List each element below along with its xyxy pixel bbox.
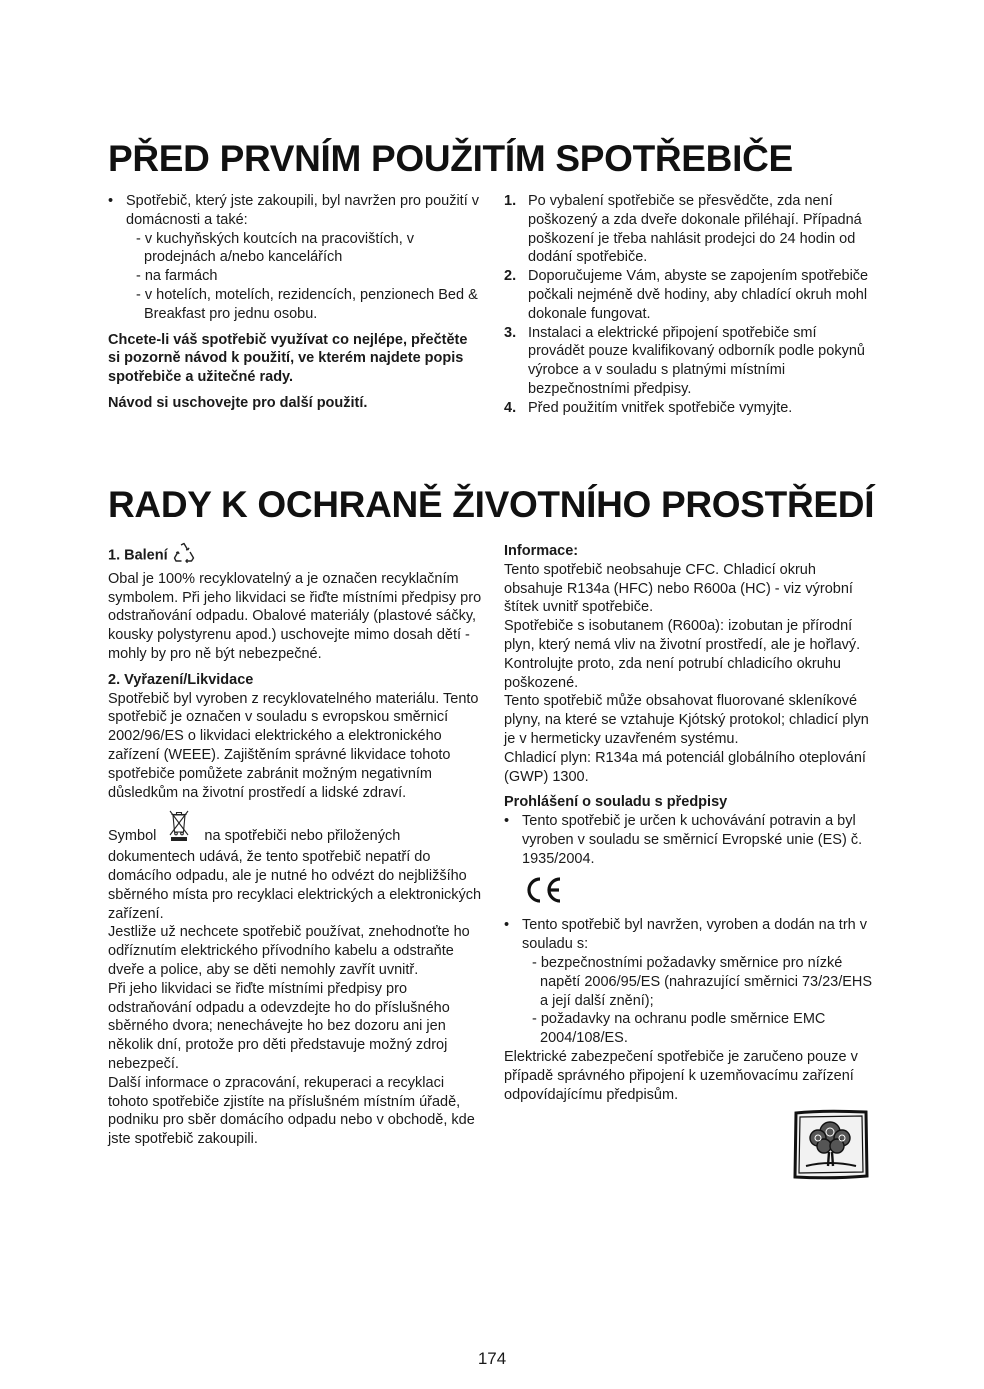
compliance-bullet xyxy=(504,916,876,1048)
environment-left-column xyxy=(108,542,483,1149)
numbered-item xyxy=(504,399,874,418)
info-paragraph: Další informace o zpracování, rekuperaci a recyklaci tohoto spotřebiče zjistíte na příslušném místním úřadě, podniku pro sběr domácího odpadu nebo v obchodě, kde jste spotřebič zakoupili. xyxy=(108,1074,475,1148)
compliance-bullet-text: Tento spotřebič byl navržen, vyroben a dodán na trh v souladu s: xyxy=(522,917,867,953)
safety-text: Elektrické zabezpečení spotřebiče je zaručeno pouze v případě správného připojení k uzemňovacímu zařízení odpovídajícímu předpisům. xyxy=(504,1048,858,1103)
numbered-item xyxy=(504,192,874,267)
environment-right-column xyxy=(504,542,876,1104)
read-manual-note: Chcete-li váš spotřebič využívat co nejlépe, přečtěte si pozorně návod k použití, ve kterém najdete popis spotřebiče a užitečné rady. xyxy=(108,331,468,386)
usage-bullet-text: Spotřebič, který jste zakoupili, byl navržen pro použití v domácnosti a také: xyxy=(126,193,479,228)
info-text: Tento spotřebič může obsahovat fluorované skleníkové plyny, na které se vztahuje Kjótský protokol; chladicí plyn je v hermeticky uzavřeném systému. xyxy=(504,693,869,747)
usage-sub-item: - v kuchyňských koutcích na pracovištích, v prodejnách a/nebo kancelářích xyxy=(136,230,415,266)
item-number: 4. xyxy=(504,399,517,416)
symbol-word: Symbol xyxy=(108,828,157,845)
cut-cable-paragraph: Jestliže už nechcete spotřebič používat, znehodnoťte ho odříznutím elektrického přívodního kabelu a odstraňte dveře a police, aby se děti nemohly zavřít uvnitř. xyxy=(108,924,470,978)
page-number: 174 xyxy=(477,1349,507,1368)
info-text: Tento spotřebič neobsahuje CFC. Chladicí okruh obsahuje R134a (HFC) nebo R600a (HC) - viz výrobní štítek uvnitř spotřebiče. xyxy=(504,561,853,616)
symbol-line xyxy=(108,808,483,848)
crossed-bin-icon xyxy=(168,808,190,848)
numbered-item xyxy=(504,324,874,399)
symbol-text: na spotřebiči nebo přiložených xyxy=(204,828,401,845)
item-text: Doporučujeme Vám, abyste se zapojením spotřebiče počkali nejméně dvě hodiny, aby chladící okruh mohl dokonale fungovat. xyxy=(528,268,869,322)
section-title-environment: RADY K OCHRANĚ ŽIVOTNÍHO PROSTŘEDÍ xyxy=(108,484,875,525)
usage-sub-item: - v hotelích, motelích, rezidencích, penzionech Bed & Breakfast pro jednu osobu. xyxy=(136,286,478,322)
before-use-left-column xyxy=(108,192,483,413)
usage-bullet xyxy=(108,192,483,324)
packaging-heading-line xyxy=(108,542,483,570)
section-title-before-first-use: PŘED PRVNÍM POUŽITÍM SPOTŘEBIČE xyxy=(108,138,793,179)
packaging-heading: 1. Balení xyxy=(108,547,168,564)
before-use-right-column xyxy=(504,192,874,418)
compliance-bullet-text: Tento spotřebič je určen k uchovávání potravin a byl vyroben v souladu se směrnicí Evropské unie (ES) č. 1935/2004. xyxy=(522,813,863,867)
item-number: 3. xyxy=(504,324,517,341)
recycle-icon xyxy=(172,542,196,570)
item-number: 1. xyxy=(504,193,517,209)
disposal-heading: 2. Vyřazení/Likvidace xyxy=(108,671,254,688)
keep-manual-note: Návod si uschovejte pro další použití. xyxy=(108,394,368,411)
usage-sub-item: - na farmách xyxy=(136,268,218,285)
symbol-text-continued: dokumentech udává, že tento spotřebič nepatří do domácího odpadu, ale je nutné ho odvézt do nejbližšího sběrného místa pro recyklaci elektrických a elektronických zařízení. xyxy=(108,849,482,922)
tree-eco-icon xyxy=(792,1108,870,1185)
bullet-dot: • xyxy=(504,917,510,934)
compliance-sub-item: - bezpečnostními požadavky směrnice pro nízké napětí 2006/95/ES (nahrazující směrnici 73/23/EHS a její další znění); xyxy=(532,954,873,1009)
info-text: Chladicí plyn: R134a má potenciál globálního oteplování (GWP) 1300. xyxy=(504,749,866,785)
item-number: 2. xyxy=(504,268,517,285)
compliance-heading: Prohlášení o souladu s předpisy xyxy=(504,794,728,811)
compliance-bullet xyxy=(504,812,876,868)
bullet-dot: • xyxy=(504,813,510,830)
dispose-paragraph: Při jeho likvidaci se řiďte místními předpisy pro odstraňování odpadu a odevzdejte ho do příslušného sběrného dvora; nenechávejte ho bez dozoru ani jen několik dní, protože pro děti představuje možný zdroj nebezpečí. xyxy=(108,980,450,1072)
item-text: Před použitím vnitřek spotřebiče vymyjte. xyxy=(528,399,793,416)
numbered-item xyxy=(504,267,874,323)
bullet-dot: • xyxy=(108,193,114,209)
item-text: Po vybalení spotřebiče se přesvědčte, zda není poškozený a zda dveře dokonale přiléhají. Případná poškození je třeba nahlásit prodejci do 24 hodin od dodání spotřebiče. xyxy=(528,193,862,266)
ce-mark-icon xyxy=(522,875,876,911)
compliance-sub-item: - požadavky na ochranu podle směrnice EMC 2004/108/ES. xyxy=(532,1011,826,1047)
disposal-text: Spotřebič byl vyroben z recyklovatelného materiálu. Tento spotřebič je označen v souladu s evropskou směrnicí 2002/96/ES o likvidaci elektrického a elektronického zařízení (WEEE). Zajištěním správné likvidace tohoto spotřebiče pomůžete zabránit možným negativním důsledkům na životní prostředí a lidské zdraví. xyxy=(108,690,479,801)
info-heading: Informace: xyxy=(504,543,579,559)
info-text: Spotřebiče s isobutanem (R600a): izobutan je přírodní plyn, který nemá vliv na životní prostředí, ale je hořlavý. Kontrolujte proto, zda není potrubí chladicího okruhu poškozené. xyxy=(504,618,861,691)
packaging-text: Obal je 100% recyklovatelný a je označen recyklačním symbolem. Při jeho likvidaci se řiďte místními předpisy pro odstraňování odpadu. Obalové materiály (plastové sáčky, kousky polystyrenu apod.) uschovejte mimo dosah dětí - mohly by pro ně být nebezpečné. xyxy=(108,570,482,662)
item-text: Instalaci a elektrické připojení spotřebiče smí provádět pouze kvalifikovaný odborník podle pokynů výrobce a v souladu s platnými místními bezpečnostními předpisy. xyxy=(528,324,865,397)
